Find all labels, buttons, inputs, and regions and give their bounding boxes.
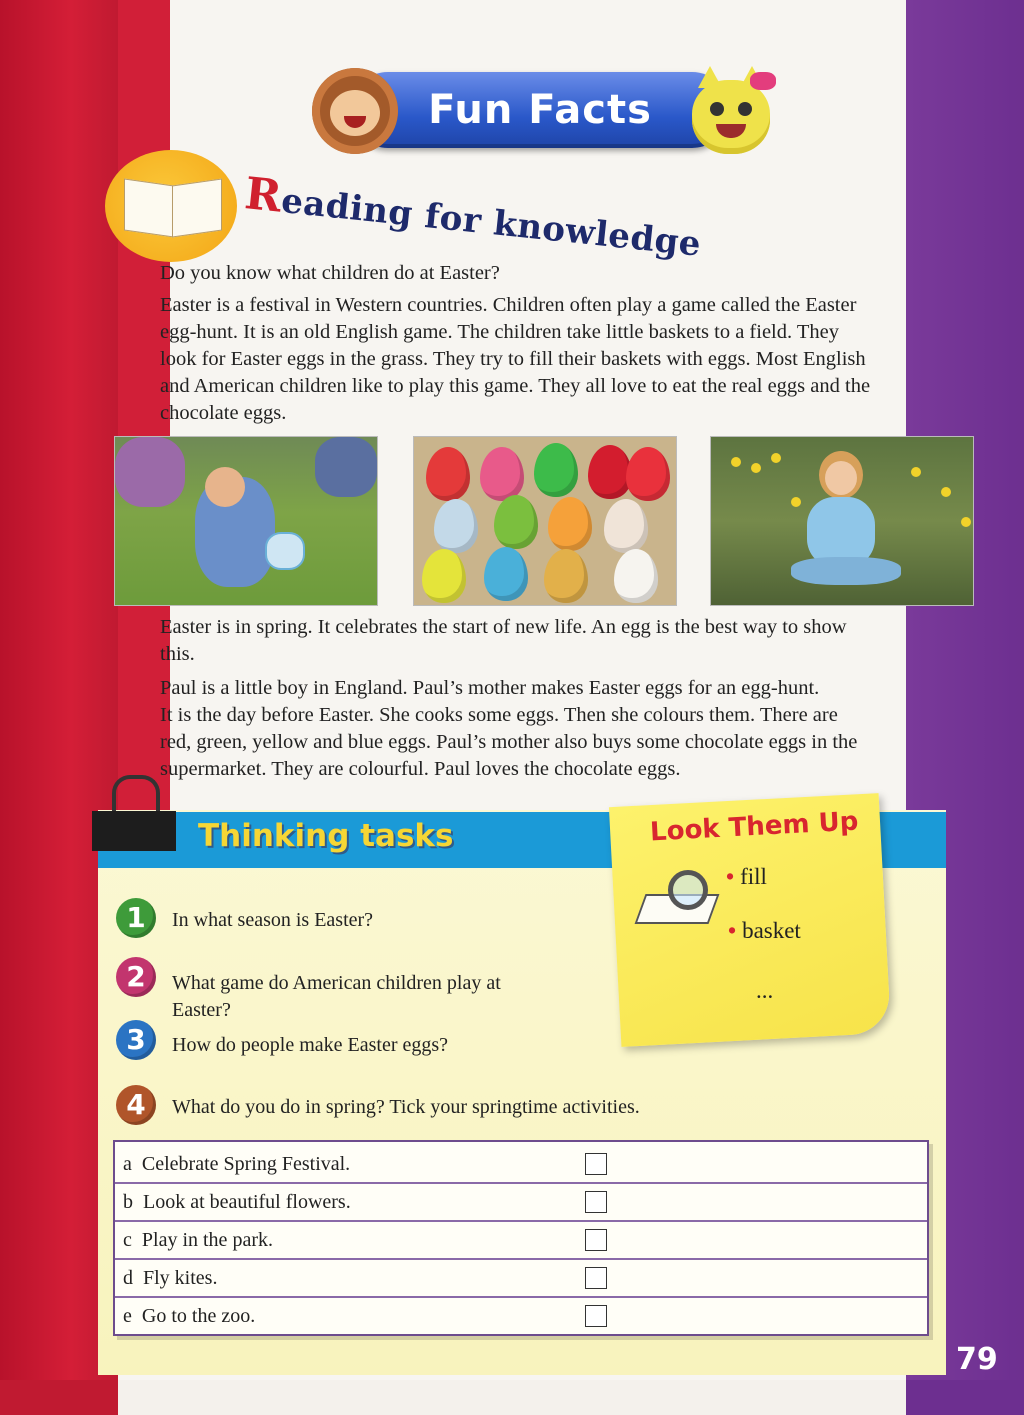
paul-line: supermarket. They are colourful. Paul loves the chocolate eggs. <box>160 758 681 780</box>
vocab-ellipsis: ... <box>756 978 774 1003</box>
bottom-strip <box>0 1380 1024 1415</box>
look-them-up-title: Look Them Up <box>649 806 860 848</box>
checklist-item-label: e Go to the zoo. <box>123 1305 256 1327</box>
question-number-1: 1 <box>116 898 156 938</box>
vocab-word: • fill <box>726 864 767 889</box>
intro-line: egg-hunt. It is an old English game. The children take little baskets to a field. They <box>160 321 839 343</box>
checklist-item-label: d Fly kites. <box>123 1267 218 1289</box>
girl-with-flowers-photo <box>710 436 974 606</box>
tick-checkbox[interactable] <box>585 1229 607 1251</box>
monkey-mascot-icon <box>312 68 398 154</box>
thinking-tasks-title: Thinking tasks <box>198 818 454 854</box>
spring-line: this. <box>160 643 195 665</box>
checklist-row <box>115 1182 927 1222</box>
springtime-checklist <box>113 1140 929 1336</box>
checklist-item-label: b Look at beautiful flowers. <box>123 1191 351 1213</box>
tick-checkbox[interactable] <box>585 1153 607 1175</box>
spring-line: Easter is in spring. It celebrates the start of new life. An egg is the best way to show <box>160 616 847 638</box>
checklist-item-label: c Play in the park. <box>123 1229 273 1251</box>
magnifier-book-icon <box>640 870 718 926</box>
checklist-row <box>115 1258 927 1298</box>
paul-text <box>160 675 950 783</box>
tick-checkbox[interactable] <box>585 1191 607 1213</box>
question-text: What game do American children play at Easter? <box>172 972 501 1021</box>
checklist-row <box>115 1296 927 1334</box>
egg-hunt-photo <box>114 436 378 606</box>
open-book-icon <box>124 182 220 238</box>
section-title-initial: R <box>242 168 285 223</box>
tick-checkbox[interactable] <box>585 1305 607 1327</box>
question-number-3: 3 <box>116 1020 156 1060</box>
paul-line: Paul is a little boy in England. Paul’s mother makes Easter eggs for an egg-hunt. <box>160 677 820 699</box>
checklist-row <box>115 1144 927 1184</box>
intro-text <box>160 260 950 427</box>
question-number-4: 4 <box>116 1085 156 1125</box>
binder-clip-icon <box>92 775 176 855</box>
spring-text <box>160 614 950 668</box>
question-text: What do you do in spring? Tick your springtime activities. <box>172 1096 640 1118</box>
intro-line: and American children like to play this game. They all love to eat the real eggs and the <box>160 375 871 397</box>
question-text: How do people make Easter eggs? <box>172 1034 449 1056</box>
easter-eggs-basket-photo <box>413 436 677 606</box>
section-title-rest: eading for knowledge <box>279 180 703 265</box>
intro-line: look for Easter eggs in the grass. They try to fill their baskets with eggs. Most English <box>160 348 866 370</box>
cat-mascot-icon <box>692 80 770 154</box>
checklist-row <box>115 1220 927 1260</box>
vocab-word: • basket <box>728 918 801 943</box>
paul-line: It is the day before Easter. She cooks some eggs. Then she colours them. There are <box>160 704 838 726</box>
intro-line: chocolate eggs. <box>160 402 287 424</box>
tick-checkbox[interactable] <box>585 1267 607 1289</box>
question-number-2: 2 <box>116 957 156 997</box>
fun-facts-banner: Fun Facts <box>350 72 730 148</box>
intro-line: Easter is a festival in Western countries. Children often play a game called the Easter <box>160 294 857 316</box>
page-number: 79 <box>956 1342 998 1377</box>
checklist-item-label: a Celebrate Spring Festival. <box>123 1153 351 1175</box>
paul-line: red, green, yellow and blue eggs. Paul’s mother also buys some chocolate eggs in the <box>160 731 858 753</box>
question-text: In what season is Easter? <box>172 909 374 931</box>
intro-question: Do you know what children do at Easter? <box>160 262 500 284</box>
